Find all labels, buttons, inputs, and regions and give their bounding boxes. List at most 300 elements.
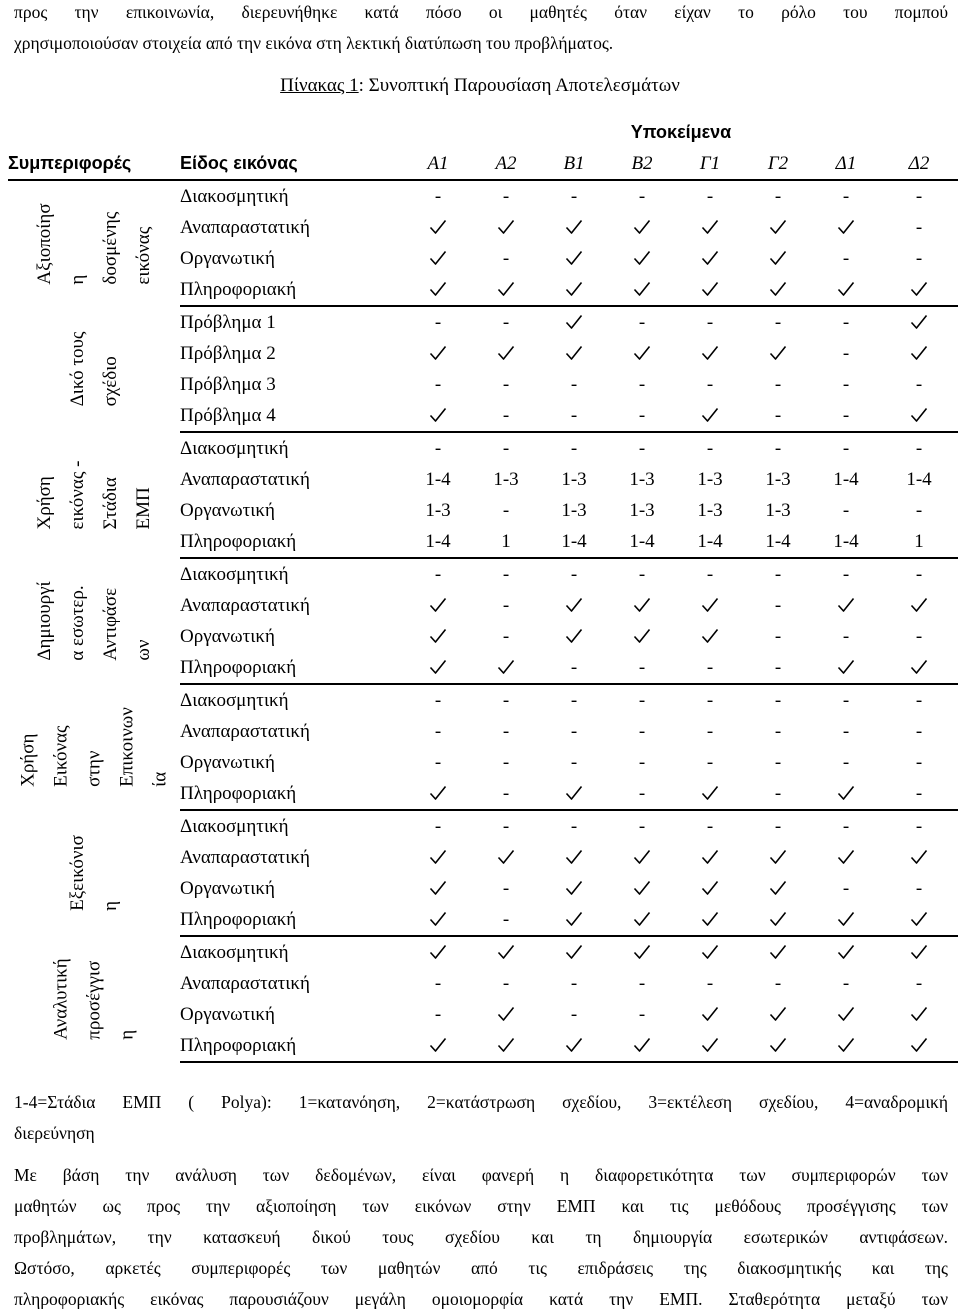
behavior-label-line: προσέγγισ	[83, 960, 105, 1040]
check-cell	[676, 842, 744, 873]
check-cell	[676, 873, 744, 904]
behaviors-header: Συμπεριφορές	[8, 148, 180, 180]
checkmark-icon	[633, 595, 651, 616]
checkmark-icon	[497, 217, 515, 238]
checkmark-icon	[429, 783, 447, 804]
value-cell: -	[570, 1003, 578, 1025]
image-type-cell: Αναπαραστατική	[180, 594, 310, 616]
check-cell	[608, 338, 676, 369]
behavior-group-label	[8, 936, 180, 1062]
value-cell: -	[638, 311, 646, 333]
value-cell: -	[434, 815, 442, 837]
table-row	[8, 684, 958, 716]
check-cell	[744, 212, 812, 243]
legend-line: διερεύνηση	[14, 1123, 95, 1143]
checkmark-icon	[565, 279, 583, 300]
value-cell: -	[570, 720, 578, 742]
value-cell: -	[676, 652, 744, 684]
intro-line: προς την επικοινωνία, διερευνήθηκε κατά πόσο οι μαθητές όταν είχαν το ρόλο του πομπού	[14, 2, 948, 22]
value-cell: -	[774, 311, 782, 333]
checkmark-icon	[837, 942, 855, 963]
image-type-cell: Διακοσμητική	[180, 815, 289, 837]
checkmark-icon	[837, 279, 855, 300]
checkmark-icon	[633, 847, 651, 868]
body-line: πληροφοριακής εικόνας παρουσιάζουν μεγάλη ομοιομορφία κατά την ΕΜΠ. Σταθερότητα μεταξύ των	[14, 1289, 948, 1309]
checkmark-icon	[633, 279, 651, 300]
value-cell: -	[774, 972, 782, 994]
value-cell: -	[842, 437, 850, 459]
behavior-group-label	[8, 558, 180, 684]
image-type-cell: Πληροφοριακή	[180, 778, 404, 810]
checkmark-icon	[837, 783, 855, 804]
checkmark-icon	[565, 878, 583, 899]
results-table	[8, 117, 958, 1063]
value-cell: 1-4	[833, 468, 859, 490]
checkmark-icon	[565, 942, 583, 963]
checkmark-icon	[429, 1035, 447, 1056]
checkmark-icon	[429, 657, 447, 678]
checkmark-icon	[701, 217, 719, 238]
value-cell: -	[434, 185, 442, 207]
image-type-cell: Διακοσμητική	[180, 689, 289, 711]
image-type-cell: Πρόβλημα 2	[180, 342, 276, 364]
checkmark-icon	[910, 657, 928, 678]
checkmark-icon	[565, 847, 583, 868]
header-spacer	[180, 117, 404, 148]
value-cell: -	[842, 625, 850, 647]
value-cell: 1-4	[608, 526, 676, 558]
check-cell	[540, 842, 608, 873]
check-cell	[472, 1030, 540, 1062]
value-cell: 1-4	[425, 468, 451, 490]
value-cell: -	[774, 373, 782, 395]
image-type-cell: Διακοσμητική	[180, 563, 289, 585]
value-cell: -	[774, 594, 782, 616]
body-line: προβλημάτων, την κατασκευή δικού τους σχεδίου και τη δημιουργία εσωτερικών αντιφάσεων.	[14, 1227, 948, 1247]
table-row	[8, 810, 958, 842]
checkmark-icon	[497, 942, 515, 963]
check-cell	[812, 652, 880, 684]
checkmark-icon	[565, 248, 583, 269]
value-cell: -	[706, 185, 714, 207]
value-cell: 1	[472, 526, 540, 558]
value-cell: -	[502, 751, 510, 773]
value-cell: -	[434, 373, 442, 395]
image-type-cell: Αναπαραστατική	[180, 846, 310, 868]
check-cell	[472, 338, 540, 369]
table-caption-label: Πίνακας 1	[280, 75, 359, 96]
legend-line: 1-4=Στάδια ΕΜΠ ( Polya): 1=κατανόηση, 2=κατάστρωση σχεδίου, 3=εκτέλεση σχεδίου, 4=αναδρομική	[14, 1092, 948, 1112]
value-cell: -	[774, 751, 782, 773]
value-cell: -	[570, 815, 578, 837]
check-cell	[404, 621, 472, 652]
check-cell	[880, 1030, 958, 1062]
check-cell	[608, 274, 676, 306]
check-cell	[880, 842, 958, 873]
check-cell	[404, 338, 472, 369]
value-cell: -	[434, 311, 442, 333]
checkmark-icon	[565, 909, 583, 930]
checkmark-icon	[769, 279, 787, 300]
checkmark-icon	[429, 878, 447, 899]
check-cell	[608, 590, 676, 621]
check-cell	[676, 590, 744, 621]
checkmark-icon	[497, 279, 515, 300]
checkmark-icon	[633, 626, 651, 647]
subject-header: Γ2	[744, 148, 812, 180]
check-cell	[744, 936, 812, 968]
checkmark-icon	[565, 595, 583, 616]
checkmark-icon	[701, 595, 719, 616]
checkmark-icon	[497, 847, 515, 868]
value-cell: -	[774, 563, 782, 585]
value-cell: -	[842, 185, 850, 207]
check-cell	[404, 1030, 472, 1062]
checkmark-icon	[701, 1035, 719, 1056]
image-type-cell: Διακοσμητική	[180, 941, 289, 963]
value-cell: 1-3	[493, 468, 519, 490]
value-cell: -	[502, 594, 510, 616]
behavior-label-line: η	[100, 900, 121, 911]
value-cell: -	[915, 720, 923, 742]
image-type-cell: Πρόβλημα 1	[180, 311, 276, 333]
checkmark-icon	[633, 343, 651, 364]
behavior-group-label	[8, 684, 180, 810]
checkmark-icon	[701, 405, 719, 426]
value-cell: -	[638, 751, 646, 773]
behavior-label-line: Δημιουργί	[34, 581, 55, 661]
check-cell	[880, 652, 958, 684]
check-cell	[812, 212, 880, 243]
value-cell: -	[502, 247, 510, 269]
value-cell: -	[744, 400, 812, 432]
value-cell: 1-4	[812, 526, 880, 558]
check-cell	[404, 778, 472, 810]
check-cell	[812, 936, 880, 968]
image-type-cell: Αναπαραστατική	[180, 720, 310, 742]
value-cell: -	[638, 689, 646, 711]
value-cell: -	[842, 563, 850, 585]
behavior-label-line: εικόνας -	[67, 460, 88, 530]
value-cell: -	[915, 373, 923, 395]
value-cell: -	[502, 311, 510, 333]
subject-header: Δ2	[880, 148, 958, 180]
check-cell	[676, 1030, 744, 1062]
image-type-cell: Οργανωτική	[180, 1003, 275, 1025]
behavior-label-line: εικόνας	[133, 226, 154, 285]
body-line: μαθητών ως προς την αξιοποίηση των εικόνων στην ΕΜΠ και τις μεθόδους προσέγγισης των	[14, 1196, 948, 1216]
check-cell	[540, 243, 608, 274]
check-cell	[608, 243, 676, 274]
value-cell: -	[706, 311, 714, 333]
check-cell	[540, 621, 608, 652]
checkmark-icon	[565, 626, 583, 647]
image-type-cell: Πληροφοριακή	[180, 652, 404, 684]
check-cell	[676, 274, 744, 306]
subject-header: Β2	[608, 148, 676, 180]
checkmark-icon	[701, 783, 719, 804]
image-type-cell: Πρόβλημα 3	[180, 373, 276, 395]
checkmark-icon	[837, 595, 855, 616]
value-cell: -	[842, 815, 850, 837]
behavior-group-label	[8, 432, 180, 558]
topics-header: Υποκείμενα	[630, 122, 732, 142]
checkmark-icon	[701, 343, 719, 364]
behavior-label-line: Αξιοποίησ	[34, 202, 55, 285]
behavior-label-line: Εξεικόνισ	[67, 835, 88, 911]
value-cell: -	[638, 185, 646, 207]
check-cell	[404, 590, 472, 621]
checkmark-icon	[701, 942, 719, 963]
check-cell	[608, 842, 676, 873]
value-cell: -	[774, 437, 782, 459]
checkmark-icon	[910, 942, 928, 963]
checkmark-icon	[769, 942, 787, 963]
check-cell	[404, 243, 472, 274]
behavior-group-label	[8, 810, 180, 936]
check-cell	[540, 873, 608, 904]
value-cell: -	[706, 815, 714, 837]
subject-header: Γ1	[676, 148, 744, 180]
check-cell	[880, 936, 958, 968]
value-cell: -	[915, 815, 923, 837]
checkmark-icon	[910, 847, 928, 868]
value-cell: -	[706, 751, 714, 773]
value-cell: -	[540, 652, 608, 684]
image-type-cell: Διακοσμητική	[180, 185, 289, 207]
subject-header: Β1	[540, 148, 608, 180]
table-row	[8, 306, 958, 338]
checkmark-icon	[701, 279, 719, 300]
value-cell: -	[434, 720, 442, 742]
value-cell: -	[570, 972, 578, 994]
image-type-cell: Πληροφοριακή	[180, 904, 404, 936]
check-cell	[812, 590, 880, 621]
value-cell: 1-3	[765, 468, 791, 490]
checkmark-icon	[910, 343, 928, 364]
image-type-cell: Οργανωτική	[180, 751, 275, 773]
table-row	[8, 558, 958, 590]
check-cell	[472, 274, 540, 306]
value-cell: 1-4	[540, 526, 608, 558]
value-cell: -	[434, 1003, 442, 1025]
value-cell: -	[842, 972, 850, 994]
value-cell: -	[880, 778, 958, 810]
check-cell	[540, 1030, 608, 1062]
value-cell: -	[570, 437, 578, 459]
value-cell: 1-4	[404, 526, 472, 558]
checkmark-icon	[429, 909, 447, 930]
value-cell: -	[502, 877, 510, 899]
value-cell: -	[842, 247, 850, 269]
table-caption	[0, 72, 960, 100]
checkmark-icon	[633, 248, 651, 269]
checkmark-icon	[633, 878, 651, 899]
value-cell: 1-3	[697, 499, 723, 521]
value-cell: -	[842, 689, 850, 711]
value-cell: 1-3	[629, 468, 655, 490]
checkmark-icon	[910, 279, 928, 300]
checkmark-icon	[497, 1035, 515, 1056]
behavior-label-line: η	[116, 1029, 138, 1040]
value-cell: -	[915, 247, 923, 269]
value-cell: -	[502, 499, 510, 521]
checkmark-icon	[565, 343, 583, 364]
checkmark-icon	[633, 909, 651, 930]
value-cell: -	[842, 877, 850, 899]
check-cell	[676, 212, 744, 243]
value-cell: -	[774, 720, 782, 742]
check-cell	[880, 274, 958, 306]
subject-header: Δ1	[812, 148, 880, 180]
check-cell	[472, 936, 540, 968]
check-cell	[812, 274, 880, 306]
value-cell: 1-4	[744, 526, 812, 558]
value-cell: -	[472, 904, 540, 936]
image-type-cell: Αναπαραστατική	[180, 216, 310, 238]
value-cell: 1-3	[629, 499, 655, 521]
image-type-cell: Πληροφοριακή	[180, 1030, 404, 1062]
check-cell	[744, 842, 812, 873]
checkmark-icon	[701, 847, 719, 868]
value-cell: -	[502, 185, 510, 207]
value-cell: -	[638, 563, 646, 585]
check-cell	[540, 306, 608, 338]
checkmark-icon	[769, 878, 787, 899]
value-cell: -	[915, 625, 923, 647]
value-cell: -	[774, 815, 782, 837]
header-spacer	[8, 117, 180, 148]
checkmark-icon	[429, 942, 447, 963]
value-cell: -	[570, 373, 578, 395]
checkmark-icon	[769, 847, 787, 868]
check-cell	[812, 842, 880, 873]
check-cell	[676, 338, 744, 369]
value-cell: -	[570, 689, 578, 711]
image-type-header: Είδος εικόνας	[180, 148, 404, 180]
checkmark-icon	[565, 1035, 583, 1056]
checkmark-icon	[769, 248, 787, 269]
value-cell: -	[502, 689, 510, 711]
behavior-label-line: Χρήση	[34, 476, 55, 530]
value-cell: -	[744, 652, 812, 684]
value-cell: -	[570, 563, 578, 585]
check-cell	[812, 778, 880, 810]
value-cell: -	[502, 815, 510, 837]
behavior-group-label	[8, 306, 180, 432]
value-cell: -	[638, 1003, 646, 1025]
value-cell: -	[706, 437, 714, 459]
checkmark-icon	[565, 312, 583, 333]
checkmark-icon	[429, 595, 447, 616]
check-cell	[472, 212, 540, 243]
behavior-label-line: Επικοινων	[116, 707, 138, 787]
value-cell: -	[608, 400, 676, 432]
value-cell: 1	[880, 526, 958, 558]
check-cell	[540, 338, 608, 369]
value-cell: 1-4	[676, 526, 744, 558]
body-line: Με βάση την ανάλυση των δεδομένων, είναι φανερή η διαφορετικότητα των συμπεριφορών των	[14, 1165, 948, 1185]
check-cell	[676, 778, 744, 810]
value-cell: -	[842, 311, 850, 333]
value-cell: 1-3	[561, 499, 587, 521]
behavior-label-line: σχέδιο	[100, 356, 121, 407]
checkmark-icon	[497, 657, 515, 678]
behavior-label-line: δοσμένης	[100, 211, 121, 285]
value-cell: -	[638, 720, 646, 742]
image-type-cell: Οργανωτική	[180, 625, 275, 647]
body-line: Ωστόσο, αρκετές συμπεριφορές των μαθητών από τις επιδράσεις της διακοσμητικής και της	[14, 1258, 948, 1278]
image-type-cell: Πληροφοριακή	[180, 526, 404, 558]
check-cell	[472, 999, 540, 1030]
checkmark-icon	[429, 248, 447, 269]
intro-paragraph	[14, 0, 948, 59]
checkmark-icon	[633, 217, 651, 238]
check-cell	[608, 873, 676, 904]
checkmark-icon	[497, 1004, 515, 1025]
checkmark-icon	[769, 343, 787, 364]
value-cell: -	[915, 437, 923, 459]
check-cell	[812, 999, 880, 1030]
check-cell	[608, 1030, 676, 1062]
image-type-cell: Διακοσμητική	[180, 437, 289, 459]
behavior-label-line: Δικό τους	[67, 331, 88, 407]
checkmark-icon	[429, 405, 447, 426]
behavior-label-line: Εικόνας	[50, 725, 72, 787]
behavior-label-line: Αντιφάσε	[100, 587, 121, 661]
image-type-cell: Οργανωτική	[180, 877, 275, 899]
value-cell: -	[706, 373, 714, 395]
body-paragraph	[14, 1160, 948, 1315]
legend-note	[14, 1087, 948, 1149]
check-cell	[472, 652, 540, 684]
value-cell: -	[434, 437, 442, 459]
value-cell: -	[472, 778, 540, 810]
checkmark-icon	[910, 1004, 928, 1025]
value-cell: -	[608, 778, 676, 810]
image-type-cell: Πρόβλημα 4	[180, 400, 404, 432]
value-cell: -	[915, 751, 923, 773]
behavior-label-line: ία	[149, 771, 171, 787]
value-cell: 1-3	[765, 499, 791, 521]
value-cell: 1-4	[906, 468, 932, 490]
check-cell	[880, 306, 958, 338]
value-cell: -	[774, 625, 782, 647]
checkmark-icon	[910, 1035, 928, 1056]
value-cell: 1-3	[561, 468, 587, 490]
check-cell	[880, 338, 958, 369]
checkmark-icon	[837, 909, 855, 930]
image-type-cell: Οργανωτική	[180, 247, 275, 269]
subject-header: Α2	[472, 148, 540, 180]
value-cell: -	[502, 972, 510, 994]
value-cell: -	[915, 563, 923, 585]
value-cell: -	[502, 563, 510, 585]
check-cell	[608, 936, 676, 968]
checkmark-icon	[429, 217, 447, 238]
check-cell	[744, 873, 812, 904]
check-cell	[540, 274, 608, 306]
check-cell	[404, 873, 472, 904]
behavior-label-line: ΕΜΠ	[133, 487, 154, 530]
image-type-cell: Πληροφοριακή	[180, 274, 404, 306]
value-cell: -	[706, 720, 714, 742]
checkmark-icon	[910, 909, 928, 930]
value-cell: -	[434, 751, 442, 773]
checkmark-icon	[837, 1004, 855, 1025]
checkmark-icon	[837, 657, 855, 678]
value-cell: -	[540, 400, 608, 432]
